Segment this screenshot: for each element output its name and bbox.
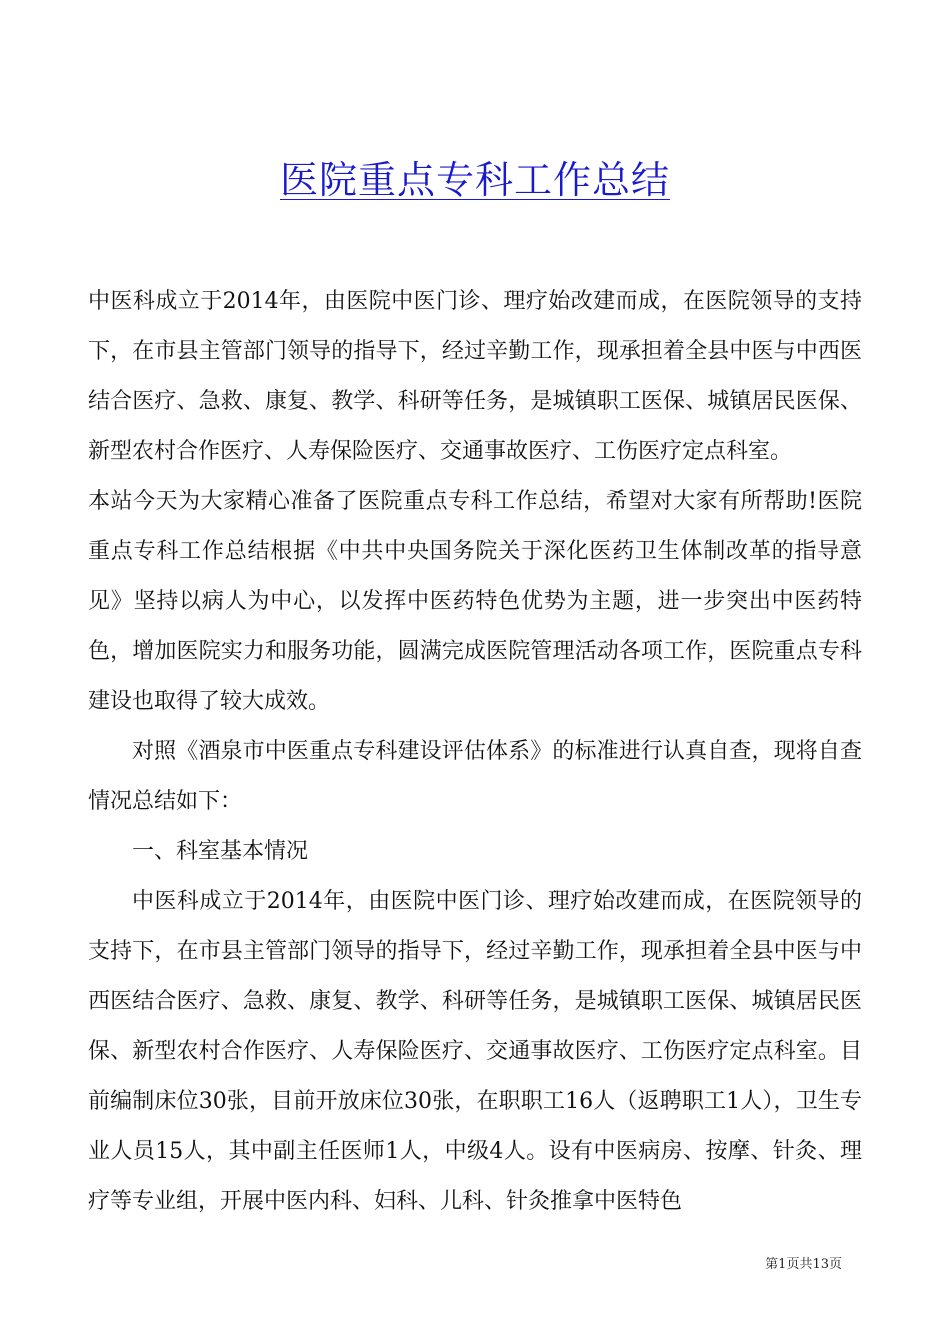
document-title: 医院重点专科工作总结	[279, 158, 670, 202]
paragraph-2: 本站今天为大家精心准备了医院重点专科工作总结，希望对大家有所帮助!医院重点专科工作总结根据《中共中央国务院关于深化医药卫生体制改革的指导意见》坚持以病人为中心，以发挥中医药特色优势为主题，进一步突出中医药特色，增加医院实力和服务功能，圆满完成医院管理活动各项工作，医院重点专科建设也取得了较大成效。	[88, 489, 862, 714]
section-heading: 一、科室基本情况	[132, 839, 309, 864]
paragraph-1: 中医科成立于2014年，由医院中医门诊、理疗始改建而成，在医院领导的支持下，在市县主管部门领导的指导下，经过辛勤工作，现承担着全县中医与中西医结合医疗、急救、康复、教学、科研等任务，是城镇职工医保、城镇居民医保、新型农村合作医疗、人寿保险医疗、交通事故医疗、工伤医疗定点科室。	[88, 289, 862, 464]
page-number: 第1页共13页	[765, 1257, 842, 1272]
paragraph-4: 中医科成立于2014年，由医院中医门诊、理疗始改建而成，在医院领导的支持下，在市县主管部门领导的指导下，经过辛勤工作，现承担着全县中医与中西医结合医疗、急救、康复、教学、科研等任务，是城镇职工医保、城镇居民医保、新型农村合作医疗、人寿保险医疗、交通事故医疗、工伤医疗定点科室。目前编制床位30张，目前开放床位30张，在职职工16人（返聘职工1人），卫生专业人员15人，其中副主任医师1人，中级4人。设有中医病房、按摩、针灸、理疗等专业组，开展中医内科、妇科、儿科、针灸推拿中医特色	[88, 889, 862, 1214]
document-body	[88, 277, 862, 1227]
paragraph-3: 对照《酒泉市中医重点专科建设评估体系》的标准进行认真自查，现将自查情况总结如下：	[88, 739, 862, 814]
